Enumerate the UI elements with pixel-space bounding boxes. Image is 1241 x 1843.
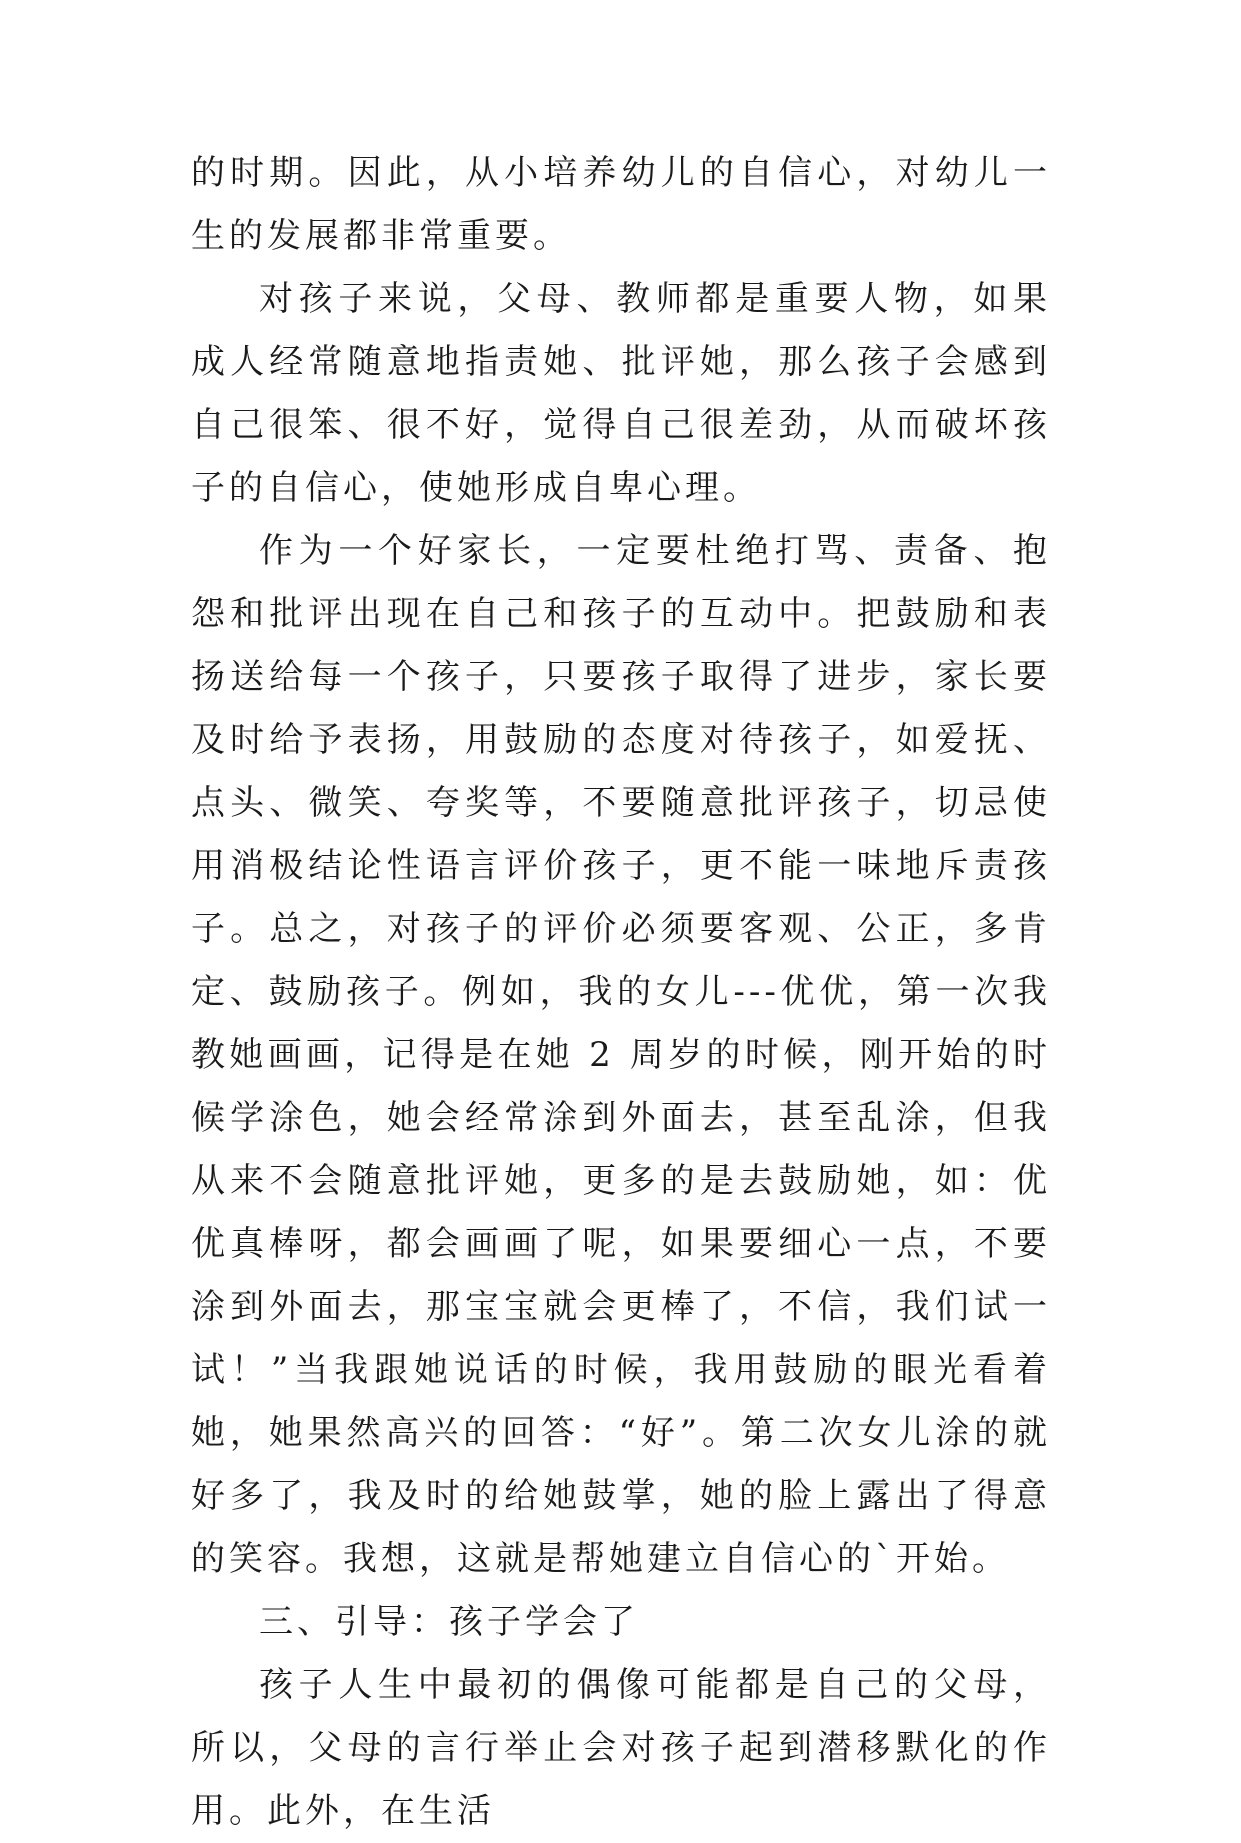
paragraph-good-parent: 作为一个好家长，一定要杜绝打骂、责备、抱怨和批评出现在自己和孩子的互动中。把鼓励和表扬送给每一个孩子，只要孩子取得了进步，家长要及时给予表扬，用鼓励的态度对待孩子，如爱抚、点头、微笑、夸奖等，不要随意批评孩子，切忌使用消极结论性语言评价孩子，更不能一味地斥责孩子。总之，对孩子的评价必须要客观、公正，多肯定、鼓励孩子。例如，我的女儿---优优，第一次我教她画画，记得是在她 2 周岁的时候，刚开始的时候学涂色，她会经常涂到外面去，甚至乱涂，但我从来不会随意批评她，更多的是去鼓励她，如：优优真棒呀，都会画画了呢，如果要细心一点，不要涂到外面去，那宝宝就会更棒了，不信，我们试一试！”当我跟她说话的时候，我用鼓励的眼光看着她，她果然高兴的回答：“好”。第二次女儿涂的就好多了，我及时的给她鼓掌，她的脸上露出了得意的笑容。我想，这就是帮她建立自信心的`开始。 xyxy=(191,531,1051,1579)
paragraph-role-model: 孩子人生中最初的偶像可能都是自己的父母，所以，父母的言行举止会对孩子起到潜移默化的作用。此外，在生活 xyxy=(191,1665,1051,1831)
document-body xyxy=(191,142,1051,1843)
paragraph-parents-teachers: 对孩子来说，父母、教师都是重要人物，如果成人经常随意地指责她、批评她，那么孩子会感到自己很笨、很不好，觉得自己很差劲，从而破坏孩子的自信心，使她形成自卑心理。 xyxy=(191,279,1051,508)
section-heading-guidance: 三、引导：孩子学会了 xyxy=(259,1602,639,1642)
paragraph-continuation: 的时期。因此，从小培养幼儿的自信心，对幼儿一生的发展都非常重要。 xyxy=(191,153,1051,256)
